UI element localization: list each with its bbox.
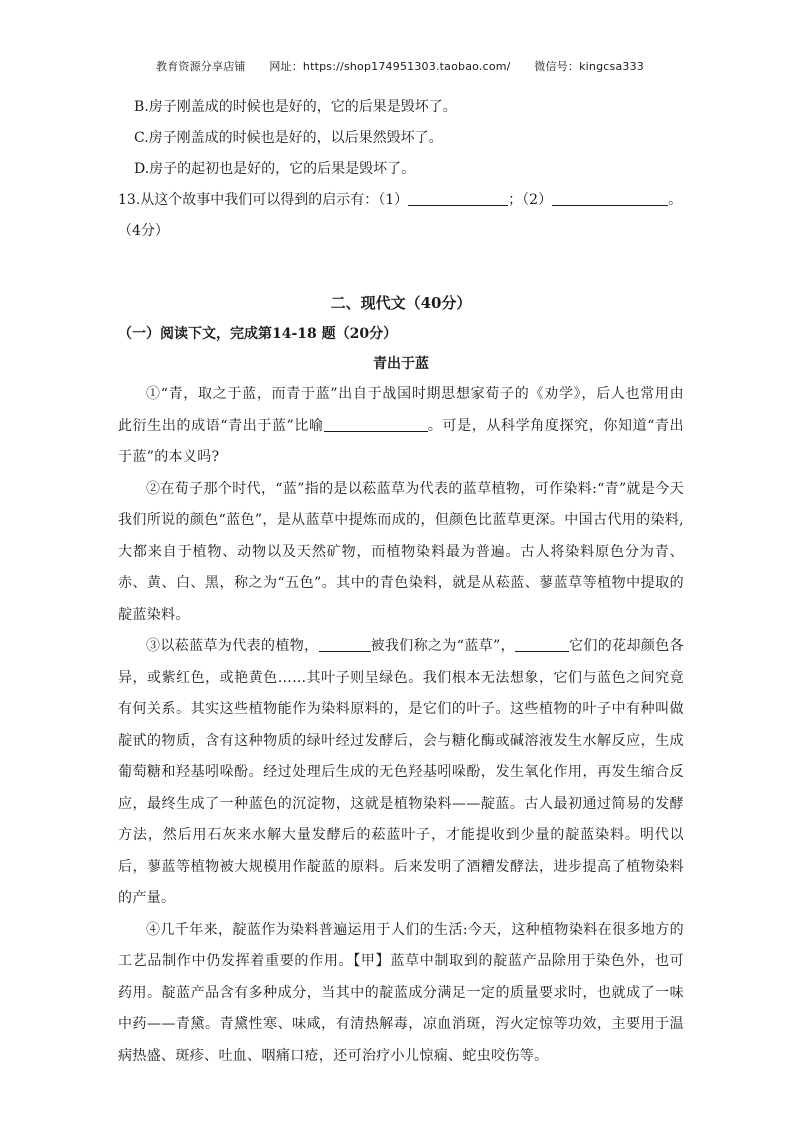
section-title: 二、现代文（40分） [330,294,472,312]
section-subtitle: （一）阅读下文，完成第14-18 题（20分） [118,326,398,342]
paragraph-4: ④几千年来，靛蓝作为染料普遍运用于人们的生活:今天，这种植物染料在很多地方的工艺品制作中仍发挥着重要的作用。【甲】蓝草中制取到的靛蓝产品除用于染色外，也可药用。靛蓝产品含有多种成分，当其中的靛蓝成分满足一定的质量要求时，也就成了一味中药——青黛。青黛性寒、味咸，有清热解毒，凉血消斑，泻火定惊等功效，主要用于温病热盛、斑疹、吐血、咽痛口疮，还可治疗小儿惊痫、蛇虫咬伤等。 [118,921,684,1064]
fill-blank-p3-2[interactable] [515,637,569,652]
option-b: B.房子刚盖成的时候也是好的，它的后果是毁坏了。 [134,99,457,115]
answer-blank-1[interactable] [408,191,508,206]
header-url[interactable]: 网址：https://shop174951303.taobao.com/ [269,60,511,73]
question-13-end: 。 [668,192,683,208]
paragraph-3-part-c: 它们的花却颜色各异，或紫红色，或艳黄色……其叶子则呈绿色。我们根本无法想象，它们与蓝色之间究竟有何关系。其实这些植物能作为染料原料的，是它们的叶子。这些植物的叶子中有种叫做靛甙的物质，含有这种物质的绿叶经过发酵后，会与糖化酶或碱溶液发生水解反应，生成葡萄糖和羟基吲哚酚。经过处理后生成的无色羟基吲哚酚，发生氧化作用，再发生缩合反应，最终生成了一种蓝色的沉淀物，这就是植物染料——靛蓝。古人最初通过简易的发酵方法，然后用石灰来水解大量发酵后的菘蓝叶子，才能提收到少量的靛蓝染料。明代以后，蓼蓝等植物被大规模用作靛蓝的原料。后来发明了酒糟发酵法，进步提高了植物染料的产量。 [118,638,684,906]
question-13-sep: ；（2） [508,192,553,208]
option-c: C.房子刚盖成的时候也是好的，以后果然毁坏了。 [134,130,443,146]
paragraph-3 [118,631,684,915]
question-13-score: （4分） [118,223,169,239]
option-d: D.房子的起初也是好的，它的后果是毁坏了。 [134,161,416,177]
paragraph-2: ②在荀子那个时代，“蓝”指的是以菘蓝草为代表的蓝草植物，可作染料:“青”就是今天我们所说的颜色“蓝色”，是从蓝草中提炼而成的，但颜色比蓝草更深。中国古代用的染料,大都来自于植物、动物以及天然矿物，而植物染料最为普遍。古人将染料原色分为青、赤、黄、白、黑，称之为“五色”。其中的青色染料，就是从菘蓝、蓼蓝草等植物中提取的靛蓝染料。 [118,480,684,623]
article-title: 青出于蓝 [373,356,429,372]
paragraph-1-part-b: 。可是，从科学角度探究，你知道“青出于蓝”的本义吗? [118,417,684,465]
paragraph-3-part-b: 被我们称之为“蓝草”， [370,638,515,654]
document-body [118,92,684,1072]
header-shop: 教育资源分享店铺 [156,60,246,73]
page-header [0,58,800,74]
fill-blank-p1[interactable] [324,417,428,432]
paragraph-1 [118,379,684,474]
question-13 [118,185,684,216]
answer-blank-2[interactable] [552,191,668,206]
question-13-text: 13.从这个故事中我们可以得到的启示有：（1） [118,192,409,208]
paragraph-3-part-a: ③以菘蓝草为代表的植物， [146,638,319,654]
header-wechat: 微信号：kingcsa333 [534,60,644,73]
fill-blank-p3-1[interactable] [319,637,371,652]
paragraph-1-part-a: ①“青，取之于蓝，而青于蓝”出自于战国时期思想家荀子的《劝学》，后人也常用由此衍生出的成语“青出于蓝”比喻 [118,386,684,434]
